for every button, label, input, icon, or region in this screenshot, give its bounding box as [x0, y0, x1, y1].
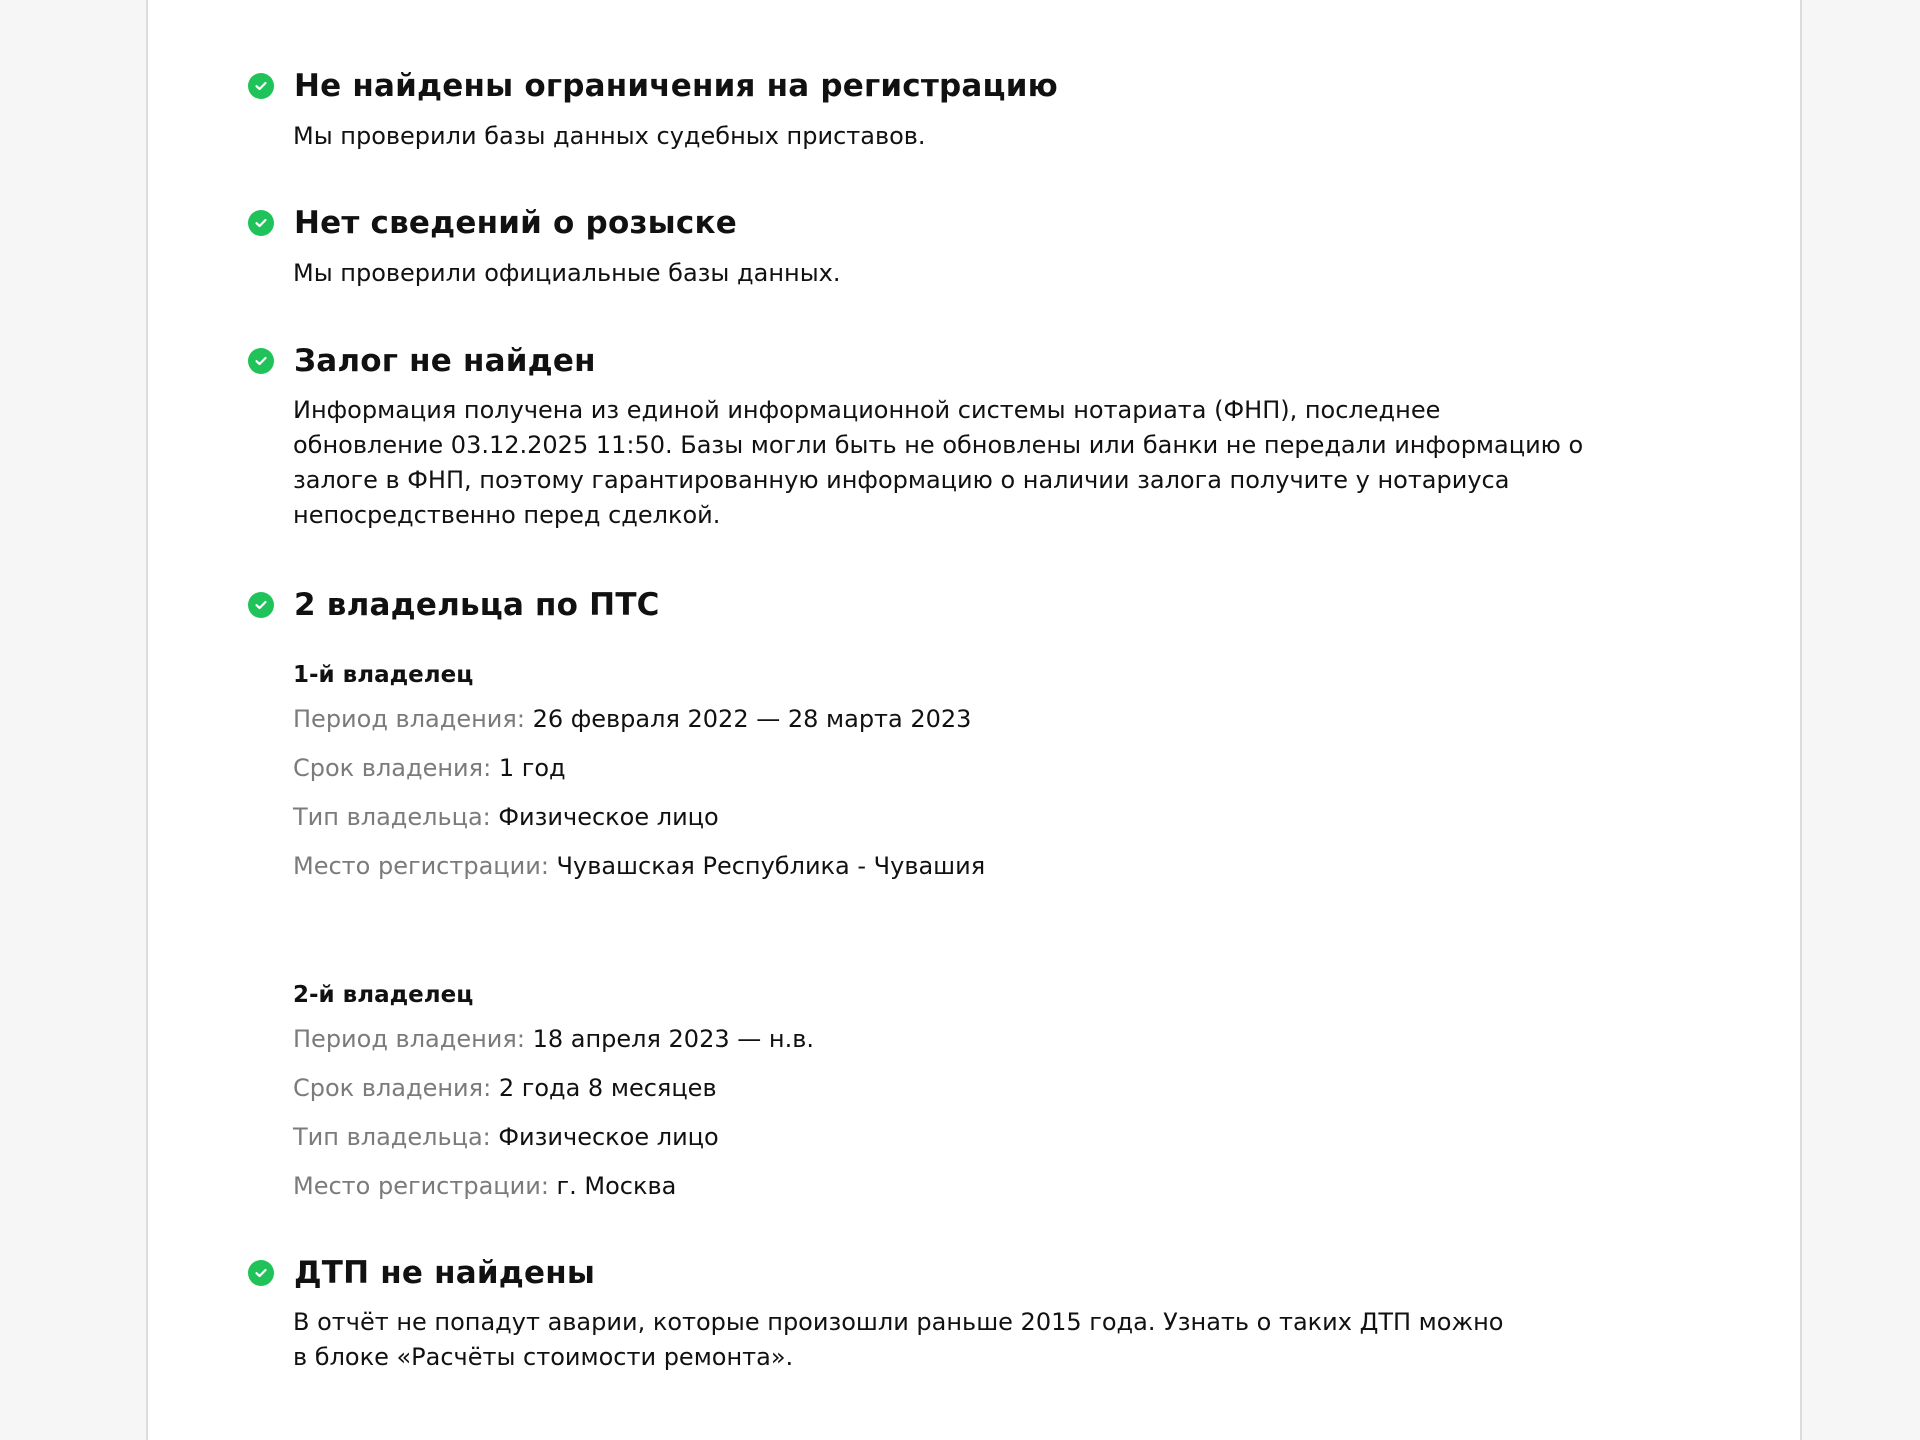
check-description [293, 393, 1648, 533]
description-line: В отчёт не попадут аварии, которые произошли раньше 2015 года. Узнать о таких ДТП можно [293, 1308, 1504, 1336]
description-line: в блоке «Расчёты стоимости ремонта». [293, 1343, 794, 1371]
row-value: Физическое лицо [498, 1123, 719, 1151]
owner-row-type [293, 793, 1493, 842]
check-circle-icon [248, 73, 274, 99]
owner-row-type [293, 1113, 1493, 1162]
owner-row-period [293, 1015, 1493, 1064]
row-label: Период владения: [293, 705, 525, 733]
owner-row-registration [293, 842, 1493, 891]
check-circle-icon [248, 592, 274, 618]
owner-block-1 [293, 655, 1493, 891]
check-accidents [248, 1253, 1648, 1375]
check-title: Нет сведений о розыске [294, 205, 737, 241]
check-heading [248, 1253, 1648, 1293]
description-line: залоге в ФНП, поэтому гарантированную информацию о наличии залога получите у нотариуса [293, 466, 1510, 494]
check-owners [248, 585, 1648, 625]
row-label: Период владения: [293, 1025, 525, 1053]
owner-block-2 [293, 975, 1493, 1211]
row-label: Тип владельца: [293, 803, 491, 831]
check-pledge [248, 341, 1648, 533]
row-label: Место регистрации: [293, 852, 549, 880]
row-label: Срок владения: [293, 1074, 492, 1102]
owner-row-duration [293, 744, 1493, 793]
check-heading [248, 66, 1648, 106]
check-heading [248, 203, 1648, 243]
row-label: Тип владельца: [293, 1123, 491, 1151]
owner-row-duration [293, 1064, 1493, 1113]
check-description: Мы проверили базы данных судебных приставов. [293, 122, 926, 150]
row-value: 18 апреля 2023 — н.в. [532, 1025, 814, 1053]
description-line: Информация получена из единой информационной системы нотариата (ФНП), последнее [293, 396, 1441, 424]
owner-title: 2-й владелец [293, 982, 474, 1008]
row-value: Физическое лицо [498, 803, 719, 831]
owner-row-period [293, 695, 1493, 744]
check-description [293, 1305, 1648, 1375]
row-value: Чувашская Республика - Чувашия [556, 852, 986, 880]
row-label: Срок владения: [293, 754, 492, 782]
description-line: непосредственно перед сделкой. [293, 501, 721, 529]
check-circle-icon [248, 1260, 274, 1286]
check-registration-restrictions [248, 66, 1648, 154]
check-title: Не найдены ограничения на регистрацию [294, 68, 1058, 104]
description-line: обновление 03.12.2025 11:50. Базы могли быть не обновлены или банки не передали информацию о [293, 431, 1584, 459]
check-description: Мы проверили официальные базы данных. [293, 259, 841, 287]
row-value: 1 год [498, 754, 566, 782]
check-title: ДТП не найдены [294, 1255, 596, 1291]
check-heading [248, 585, 1648, 625]
row-label: Место регистрации: [293, 1172, 549, 1200]
owner-row-registration [293, 1162, 1493, 1211]
owner-title: 1-й владелец [293, 662, 474, 688]
check-wanted [248, 203, 1648, 291]
check-circle-icon [248, 348, 274, 374]
row-value: г. Москва [556, 1172, 677, 1200]
row-value: 2 года 8 месяцев [498, 1074, 717, 1102]
check-title: 2 владельца по ПТС [294, 587, 660, 623]
row-value: 26 февраля 2022 — 28 марта 2023 [532, 705, 972, 733]
check-title: Залог не найден [294, 343, 596, 379]
check-circle-icon [248, 210, 274, 236]
check-heading [248, 341, 1648, 381]
